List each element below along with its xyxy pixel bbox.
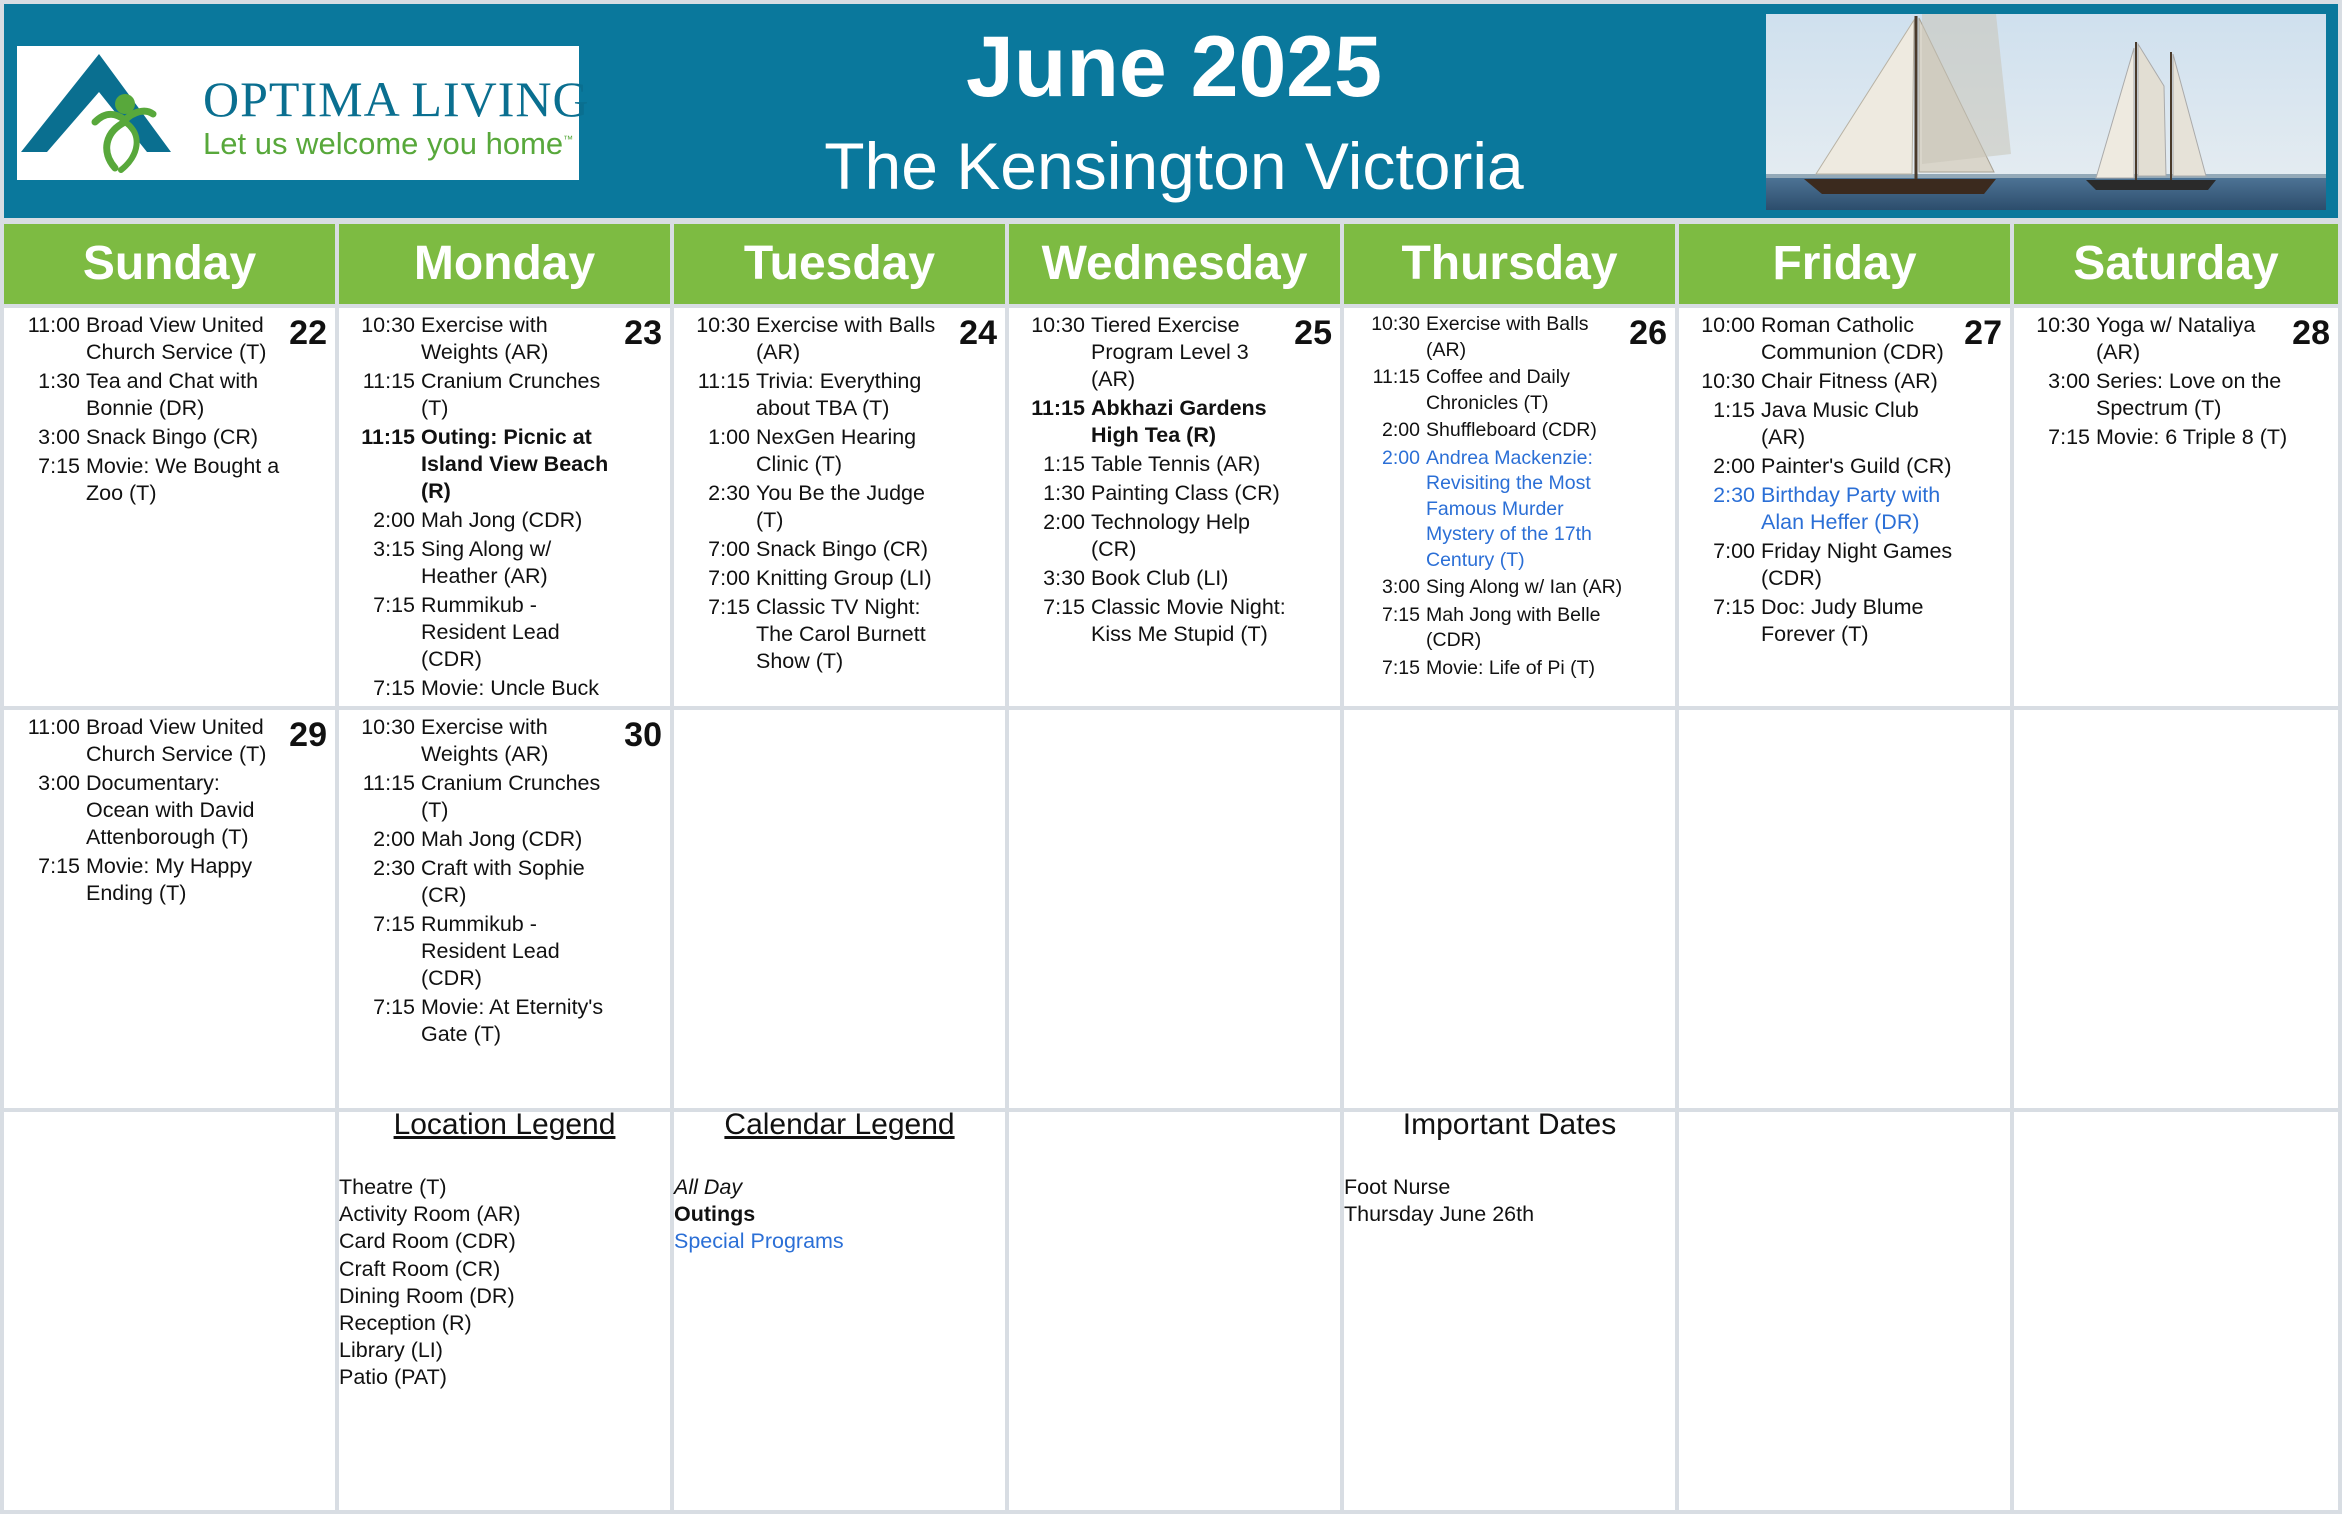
event-time: 2:00 [373, 827, 415, 851]
event-item [1687, 368, 1962, 395]
event-time: 7:15 [1382, 656, 1420, 679]
event-item [682, 536, 957, 563]
event-time: 11:15 [1372, 366, 1420, 388]
event-item [1687, 594, 1962, 648]
event-time: 7:15 [2048, 425, 2090, 449]
event-time: 1:15 [1713, 398, 1755, 422]
brand-logo [17, 46, 590, 180]
event-time: 7:15 [708, 595, 750, 619]
day-number: 23 [624, 314, 662, 352]
event-desc: Broad View United Church Service (T) [86, 313, 267, 364]
event-desc: Movie: 6 Triple 8 (T) [2096, 425, 2288, 449]
event-time: 7:15 [38, 454, 80, 478]
day-cell [4, 308, 335, 706]
special-program-item [1352, 446, 1627, 574]
event-item [682, 565, 957, 592]
event-desc: Trivia: Everything about TBA (T) [756, 369, 922, 420]
event-time: 10:30 [2036, 313, 2090, 337]
event-list [1352, 312, 1627, 683]
day-number: 26 [1629, 314, 1667, 352]
event-time: 7:15 [1713, 595, 1755, 619]
event-item [347, 855, 622, 909]
day-number: 22 [289, 314, 327, 352]
event-desc: Painter's Guild (CR) [1761, 454, 1952, 478]
event-desc: Sing Along w/ Ian (AR) [1426, 576, 1623, 598]
legend-item: Library (LI) [339, 1338, 443, 1363]
house-person-icon [21, 52, 191, 176]
outing-event-item [1017, 395, 1292, 449]
event-time: 7:15 [373, 593, 415, 617]
sailing-ships-photo [1766, 14, 2326, 210]
event-item [1687, 538, 1962, 592]
event-item [12, 714, 287, 768]
day-number: 30 [624, 716, 662, 754]
legend-item: Reception (R) [339, 1311, 472, 1336]
event-desc: Movie: We Bought a Zoo (T) [86, 454, 280, 505]
event-item [2022, 312, 2290, 366]
event-item [682, 312, 957, 366]
legend-item: Theatre (T) [339, 1175, 447, 1199]
day-header-friday: Friday [1679, 224, 2010, 304]
empty-day-cell [1679, 710, 2010, 1108]
event-desc: Classic TV Night: The Carol Burnett Show (T) [756, 595, 926, 673]
day-header-monday: Monday [339, 224, 670, 304]
important-dates-list [1344, 1174, 1534, 1228]
event-list [12, 312, 287, 509]
event-time: 11:00 [27, 313, 80, 337]
event-item [347, 536, 622, 590]
event-item [2022, 368, 2290, 422]
month-title: June 2025 [966, 19, 1382, 115]
day-cell [2014, 308, 2338, 706]
event-time: 10:30 [361, 715, 415, 739]
event-item [1017, 480, 1292, 507]
event-desc: NexGen Hearing Clinic (T) [756, 425, 917, 476]
legend-cell [1344, 1112, 1675, 1510]
event-time: 3:00 [38, 771, 80, 795]
event-item [1017, 565, 1292, 592]
event-item [1352, 312, 1627, 363]
event-item [1687, 312, 1962, 366]
event-desc: Outing: Picnic at Island View Beach (R) [421, 425, 609, 503]
event-item [12, 853, 287, 907]
event-item [347, 368, 622, 422]
event-desc: Painting Class (CR) [1091, 481, 1280, 505]
event-list [2022, 312, 2290, 453]
event-desc: Roman Catholic Communion (CDR) [1761, 313, 1944, 364]
event-time: 7:15 [1043, 595, 1085, 619]
event-desc: Sing Along w/ Heather (AR) [421, 537, 552, 588]
event-time: 7:00 [708, 566, 750, 590]
event-item [12, 312, 287, 366]
event-item [347, 994, 622, 1048]
event-desc: Knitting Group (LI) [756, 566, 932, 590]
legend-cell [1679, 1112, 2010, 1510]
event-desc: Exercise with Weights (AR) [421, 313, 549, 364]
day-number: 24 [959, 314, 997, 352]
event-item [1017, 509, 1292, 563]
empty-day-cell [1344, 710, 1675, 1108]
event-item [1352, 418, 1627, 444]
event-time: 7:15 [1382, 603, 1420, 626]
event-time: 3:00 [38, 425, 80, 449]
event-item [347, 826, 622, 853]
event-desc: You Be the Judge (T) [756, 481, 925, 532]
event-time: 2:00 [1043, 510, 1085, 534]
event-time: 7:15 [38, 854, 80, 878]
day-cell [1679, 308, 2010, 706]
event-desc: Yoga w/ Nataliya (AR) [2096, 313, 2256, 364]
event-item [347, 675, 622, 702]
brand-name: OPTIMA LIVING [203, 71, 590, 127]
important-date-line: Foot Nurse [1344, 1175, 1451, 1199]
event-item [682, 480, 957, 534]
all-day-key: All Day [674, 1175, 743, 1199]
event-item [347, 911, 622, 992]
day-number: 29 [289, 716, 327, 754]
day-number: 28 [2292, 314, 2330, 352]
day-header-thursday: Thursday [1344, 224, 1675, 304]
legend-item: Patio (PAT) [339, 1365, 447, 1390]
event-desc: Friday Night Games (CDR) [1761, 539, 1953, 590]
event-time: 11:15 [1031, 396, 1085, 420]
event-list [347, 312, 622, 704]
empty-day-cell [1009, 710, 1340, 1108]
event-desc: Cranium Crunches (T) [421, 369, 601, 420]
event-time: 7:00 [1713, 539, 1755, 563]
event-desc: Shuffleboard (CDR) [1426, 419, 1597, 441]
event-time: 2:30 [708, 481, 750, 505]
day-cell [339, 710, 670, 1108]
event-desc: Technology Help (CR) [1091, 510, 1250, 561]
event-time: 1:30 [1043, 481, 1085, 505]
event-desc: Java Music Club (AR) [1761, 398, 1919, 449]
important-dates-title: Important Dates [1402, 1108, 1617, 1141]
event-desc: Movie: My Happy Ending (T) [86, 854, 253, 905]
event-desc: Book Club (LI) [1091, 566, 1229, 590]
event-time: 10:30 [1701, 369, 1755, 393]
event-item [1352, 656, 1627, 682]
event-item [682, 594, 957, 675]
trademark-mark: ™ [563, 134, 574, 146]
calendar-legend-title: Calendar Legend [724, 1108, 955, 1141]
event-time: 11:15 [697, 369, 750, 393]
event-time: 11:15 [361, 425, 415, 449]
event-time: 2:00 [1382, 446, 1420, 469]
event-desc: Craft with Sophie (CR) [421, 856, 585, 907]
event-time: 3:00 [1382, 576, 1420, 598]
event-item [347, 770, 622, 824]
event-item [12, 424, 287, 451]
legend-item: Craft Room (CR) [339, 1256, 501, 1281]
event-desc: Chair Fitness (AR) [1761, 369, 1938, 393]
event-desc: Documentary: Ocean with David Attenborough (T) [86, 771, 255, 849]
event-desc: Movie: Life of Pi (T) [1426, 656, 1596, 679]
event-list [1687, 312, 1962, 650]
event-desc: Tiered Exercise Program Level 3 (AR) [1091, 313, 1249, 391]
event-time: 7:15 [373, 995, 415, 1019]
brand-tagline: Let us welcome you home™ [203, 126, 574, 161]
event-item [2022, 424, 2290, 451]
legend-cell [4, 1112, 335, 1510]
event-time: 3:30 [1043, 566, 1085, 590]
event-desc: Classic Movie Night: Kiss Me Stupid (T) [1091, 595, 1286, 646]
event-item [347, 592, 622, 673]
event-time: 10:00 [1701, 313, 1755, 337]
event-desc: Tea and Chat with Bonnie (DR) [86, 369, 259, 420]
event-time: 1:15 [1043, 452, 1085, 476]
legend-cell [2014, 1112, 2338, 1510]
event-time: 11:00 [27, 715, 80, 739]
day-cell [339, 308, 670, 706]
event-time: 10:30 [1031, 313, 1085, 337]
event-time: 2:30 [1713, 483, 1755, 507]
day-header-wednesday: Wednesday [1009, 224, 1340, 304]
event-desc: Exercise with Balls (AR) [756, 313, 936, 364]
event-list [1017, 312, 1292, 650]
location-legend-title: Location Legend [393, 1108, 616, 1141]
event-desc: Rummikub - Resident Lead (CDR) [421, 912, 560, 990]
event-desc: Birthday Party with Alan Heffer (DR) [1761, 483, 1941, 534]
event-desc: Broad View United Church Service (T) [86, 715, 267, 766]
header-banner [4, 4, 2338, 218]
event-desc: Movie: Uncle Buck [421, 676, 600, 700]
day-header-tuesday: Tuesday [674, 224, 1005, 304]
event-time: 2:30 [373, 856, 415, 880]
event-desc: Mah Jong (CDR) [421, 827, 583, 851]
event-desc: Movie: At Eternity's Gate (T) [421, 995, 604, 1046]
event-desc: Exercise with Weights (AR) [421, 715, 549, 766]
event-item [12, 368, 287, 422]
event-desc: Series: Love on the Spectrum (T) [2096, 369, 2282, 420]
event-time: 10:30 [1371, 313, 1420, 335]
legend-item: Activity Room (AR) [339, 1202, 521, 1227]
event-item [1017, 451, 1292, 478]
event-time: 2:00 [1382, 419, 1420, 441]
event-time: 11:15 [362, 369, 415, 393]
day-header-sunday: Sunday [4, 224, 335, 304]
event-time: 3:00 [2048, 369, 2090, 393]
event-item [1352, 603, 1627, 654]
event-desc: Snack Bingo (CR) [756, 537, 929, 561]
event-desc: Exercise with Balls (AR) [1426, 313, 1589, 361]
event-item [12, 453, 287, 507]
event-time: 10:30 [696, 313, 750, 337]
event-time: 1:00 [708, 425, 750, 449]
day-number: 27 [1964, 314, 2002, 352]
event-item [682, 424, 957, 478]
empty-day-cell [2014, 710, 2338, 1108]
empty-day-cell [674, 710, 1005, 1108]
day-cell [1009, 308, 1340, 706]
outings-key: Outings [674, 1202, 756, 1227]
event-item [1687, 453, 1962, 480]
event-item [1017, 312, 1292, 393]
location-legend-list [339, 1174, 521, 1392]
event-item [1352, 575, 1627, 601]
event-list [682, 312, 957, 677]
event-desc: Cranium Crunches (T) [421, 771, 601, 822]
event-item [347, 312, 622, 366]
calendar-legend-list [674, 1174, 844, 1256]
event-time: 7:15 [373, 912, 415, 936]
event-item [1017, 594, 1292, 648]
event-time: 7:15 [373, 676, 415, 700]
event-time: 7:00 [708, 537, 750, 561]
event-desc: Coffee and Daily Chronicles (T) [1426, 366, 1570, 414]
event-time: 1:30 [38, 369, 80, 393]
event-time: 11:15 [362, 771, 415, 795]
legend-cell [674, 1112, 1005, 1510]
event-desc: Table Tennis (AR) [1091, 452, 1261, 476]
event-item [1352, 365, 1627, 416]
event-item [347, 714, 622, 768]
special-program-item [1687, 482, 1962, 536]
legend-item: Card Room (CDR) [339, 1229, 516, 1254]
event-desc: Rummikub - Resident Lead (CDR) [421, 593, 560, 671]
important-date-line: Thursday June 26th [1344, 1202, 1535, 1227]
event-time: 2:00 [373, 508, 415, 532]
event-desc: Abkhazi Gardens High Tea (R) [1091, 396, 1267, 447]
event-desc: Doc: Judy Blume Forever (T) [1761, 595, 1924, 646]
day-header-saturday: Saturday [2014, 224, 2338, 304]
event-time: 10:30 [361, 313, 415, 337]
event-time: 2:00 [1713, 454, 1755, 478]
event-desc: Mah Jong (CDR) [421, 508, 583, 532]
legend-cell [1009, 1112, 1340, 1510]
location-title: The Kensington Victoria [824, 129, 1524, 203]
event-desc: Mah Jong with Belle (CDR) [1426, 603, 1601, 651]
day-cell [4, 710, 335, 1108]
outing-event-item [347, 424, 622, 505]
day-cell [1344, 308, 1675, 706]
day-number: 25 [1294, 314, 1332, 352]
event-item [347, 507, 622, 534]
event-list [12, 714, 287, 909]
event-list [347, 714, 622, 1050]
special-programs-key: Special Programs [674, 1229, 844, 1254]
legend-item: Dining Room (DR) [339, 1283, 515, 1308]
event-item [682, 368, 957, 422]
event-item [12, 770, 287, 851]
event-item [1687, 397, 1962, 451]
event-time: 3:15 [373, 537, 415, 561]
event-desc: Andrea Mackenzie: Revisiting the Most Famous Murder Mystery of the 17th Century (T) [1426, 446, 1593, 571]
day-cell [674, 308, 1005, 706]
event-desc: Snack Bingo (CR) [86, 425, 259, 449]
